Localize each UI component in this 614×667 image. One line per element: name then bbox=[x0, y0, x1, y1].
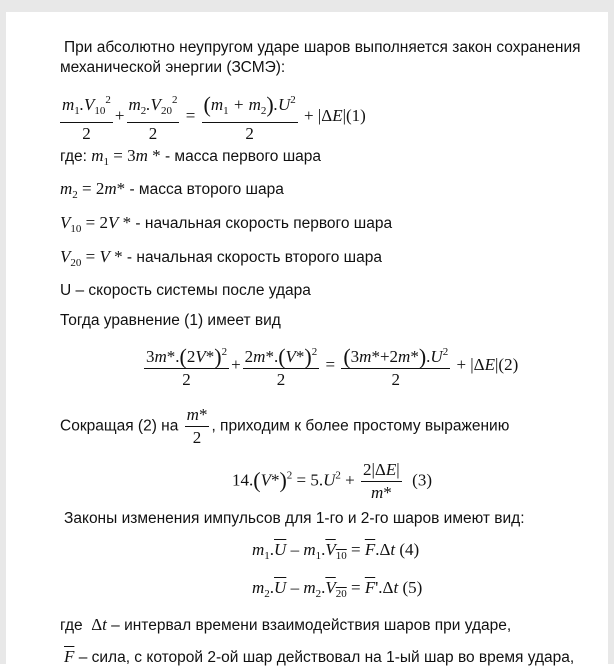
definition-v10: $V_{10} = 2V$ * - начальная скорость первого шара bbox=[60, 213, 393, 235]
equation-1-label: (1) bbox=[345, 105, 366, 125]
equation-1: $\frac{m_1.V_{10}^2}{2}$ + $\frac{m_2.V_{20}^2}{2}$ = $\frac{(m_1 + m_2).U^2}{2}$ + |ΔE|(1) bbox=[62, 92, 366, 143]
definition-v20: $V_{20} = V$ * - начальная скорость второго шара bbox=[60, 247, 382, 269]
window-right-edge bbox=[608, 12, 614, 664]
equation-5-label: (5) bbox=[402, 578, 423, 597]
reduce-before: Сокращая (2) на bbox=[60, 417, 183, 435]
reduce-after: , приходим к более простому выражению bbox=[211, 417, 510, 435]
definition-m2-text: - масса второго шара bbox=[125, 181, 284, 198]
intro-line-2: механической энергии (ЗСМЭ): bbox=[60, 59, 286, 76]
definition-m1: где: $m_1 = 3m$ * - масса первого шара bbox=[60, 146, 321, 168]
u-definition: U – скорость системы после удара bbox=[60, 282, 311, 299]
f-text: – сила, с которой 2-ой шар действовал на 1-ый шар во время удара, bbox=[74, 649, 575, 666]
dt-text: – интервал времени взаимодействия шаров при ударе, bbox=[106, 617, 512, 634]
equation-4: $m_1.\overline{U} - m_1.V_{10} = \overline{F}.\Delta t$ (4) bbox=[252, 540, 420, 562]
equation-3-label: (3) bbox=[412, 470, 432, 490]
dt-prefix: где bbox=[60, 617, 87, 634]
equation-2: $\frac{3m*.(2V*)^2}{2}$ + $\frac{2m*.(V*)^2}{2}$ = $\frac{(3m*+2m*).U^2}{2}$ + |ΔE|(2) bbox=[146, 344, 519, 389]
dt-line: где Δt – интервал времени взаимодействия шаров при ударе, bbox=[60, 615, 512, 634]
document-page bbox=[6, 12, 608, 664]
then-text: Тогда уравнение (1) имеет вид bbox=[60, 312, 281, 329]
definition-m1-text: - масса первого шара bbox=[160, 148, 321, 165]
definition-prefix: где: bbox=[60, 148, 92, 165]
definition-v10-text: - начальная скорость первого шара bbox=[131, 215, 393, 232]
equation-5: $m_2.\overline{U} - m_2.V_{20} = \overline{F}'.\Delta t$ (5) bbox=[252, 578, 423, 600]
equation-4-label: (4) bbox=[399, 540, 420, 559]
intro-line-1: При абсолютно неупругом ударе шаров выполняется закон сохранения bbox=[64, 39, 581, 56]
equation-3: $14.(V*)^2 = 5.U^2$ + $\frac{2|\Delta E|}{m*}$ (3) bbox=[232, 460, 432, 502]
f-line: $\overline{F}$ – сила, с которой 2-ой шар действовал на 1-ый шар во время удара, bbox=[64, 647, 575, 666]
definition-m2: $m_2 = 2m*$ - масса второго шара bbox=[60, 179, 284, 201]
laws-text: Законы изменения импульсов для 1-го и 2-го шаров имеют вид: bbox=[64, 510, 525, 527]
reduce-line: Сокращая (2) на $\frac{m*}{2}$ , приходим к более простому выражению bbox=[60, 405, 510, 447]
equation-2-label: (2) bbox=[498, 354, 519, 374]
definition-v20-text: - начальная скорость второго шара bbox=[122, 249, 382, 266]
